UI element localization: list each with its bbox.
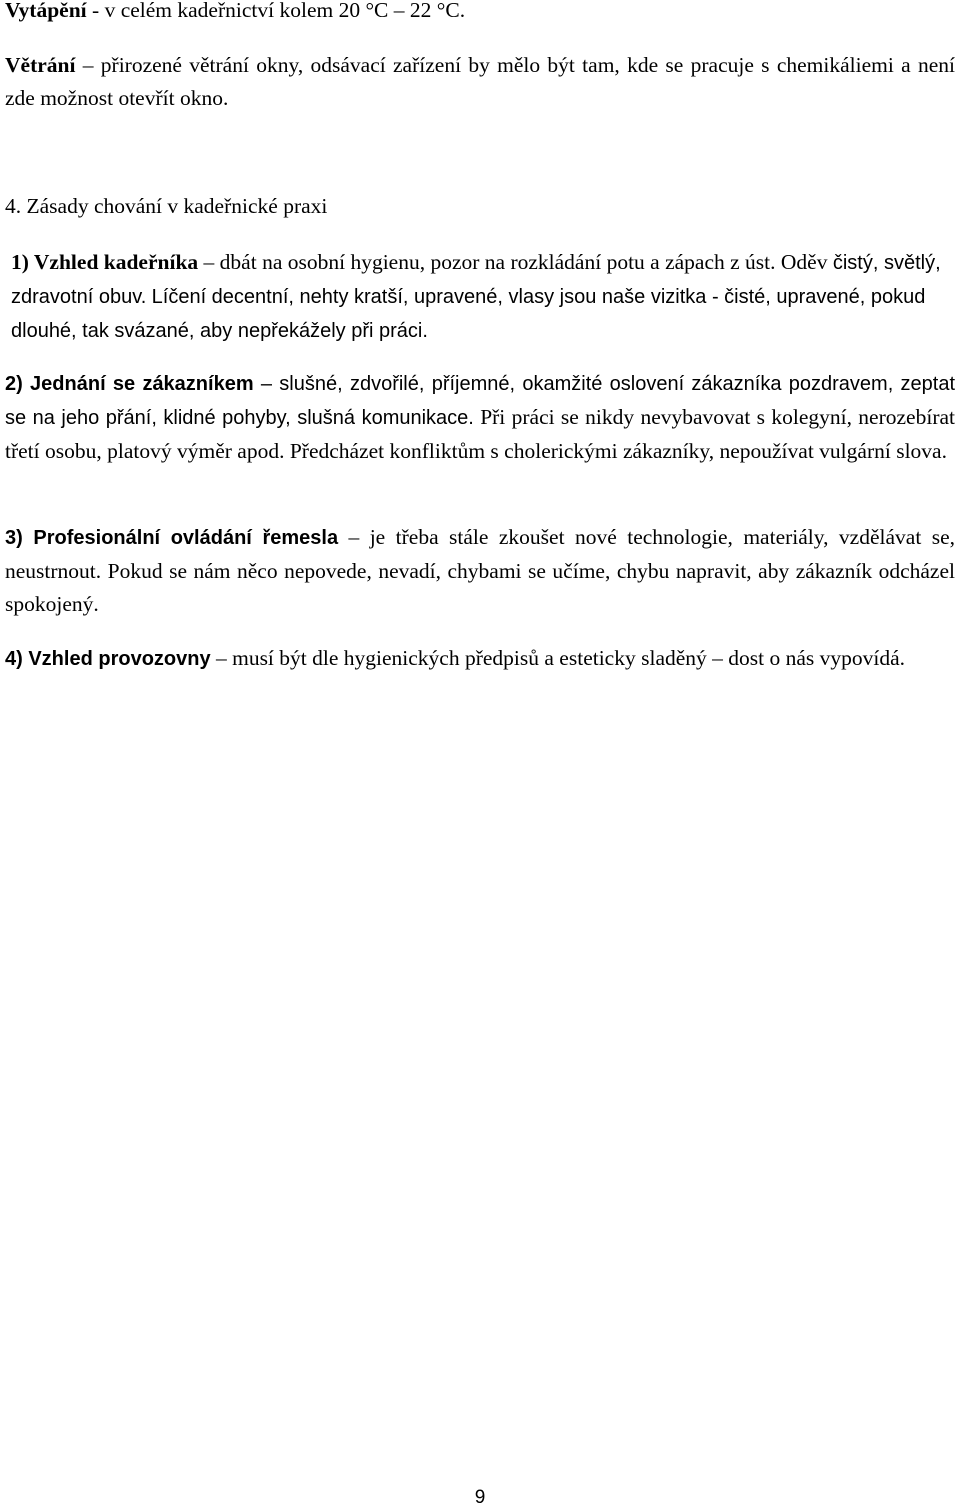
ventilation-text: – přirozené větrání okny, odsávací zařízení by mělo být tam, kde se pracuje s chemikáliemi a není zde možnost otevřít okno. <box>5 53 955 110</box>
list-item <box>5 367 955 468</box>
item-text-sans: – slušné, zdvořilé, příjemné, okamžité oslovení zákazníka pozdravem, zeptat se na jeho přání, klidné pohyby, slušná komunikace. <box>5 373 956 429</box>
heating-text: - v celém kadeřnictví kolem 20 °C – 22 °C. <box>86 0 466 22</box>
item-title: 2) Jednání se zákazníkem <box>5 373 254 395</box>
heating-paragraph <box>5 0 955 27</box>
item-text: – dbát na osobní hygienu, pozor na rozkládání potu a zápach z úst. Oděv <box>198 250 833 274</box>
item-title: 1) Vzhled kadeřníka <box>11 250 199 274</box>
item-text: – musí být dle hygienických předpisů a esteticky sladěný – dost o nás vypovídá. <box>210 646 906 670</box>
list-item <box>5 246 960 348</box>
page-number: 9 <box>474 1487 486 1508</box>
ventilation-paragraph <box>5 49 955 115</box>
item-title: 3) Profesionální ovládání řemesla <box>5 527 339 549</box>
item-text: – je třeba stále zkoušet nové technologie, materiály, vzdělávat se, neustrnout. Pokud se nám něco nepovede, nevadí, chybami se učíme, chybu napravit, aby zákazník odcházel spokojený. <box>5 525 956 616</box>
item-title: 4) Vzhled provozovny <box>5 648 211 670</box>
list-item <box>5 642 955 676</box>
item-text: Při práci se nikdy nevybavovat s kolegyní, nerozebírat třetí osobu, platový výměr apod. Předcházet konfliktům s cholerickými zákazníky, nepoužívat vulgární slova. <box>5 405 955 463</box>
section-heading: 4. Zásady chování v kadeřnické praxi <box>5 194 328 218</box>
list-item <box>5 521 955 621</box>
item-text-sans-2: Líčení decentní, nehty kratší, upravené, vlasy jsou naše vizitka - čisté, upravené, pokud dlouhé, tak svázané, aby nepřekážely při práci. <box>11 286 926 342</box>
item-text-sans: čistý, světlý, zdravotní obuv. <box>11 252 941 308</box>
heating-label: Vytápění <box>5 0 87 22</box>
ventilation-label: Větrání <box>5 53 76 77</box>
